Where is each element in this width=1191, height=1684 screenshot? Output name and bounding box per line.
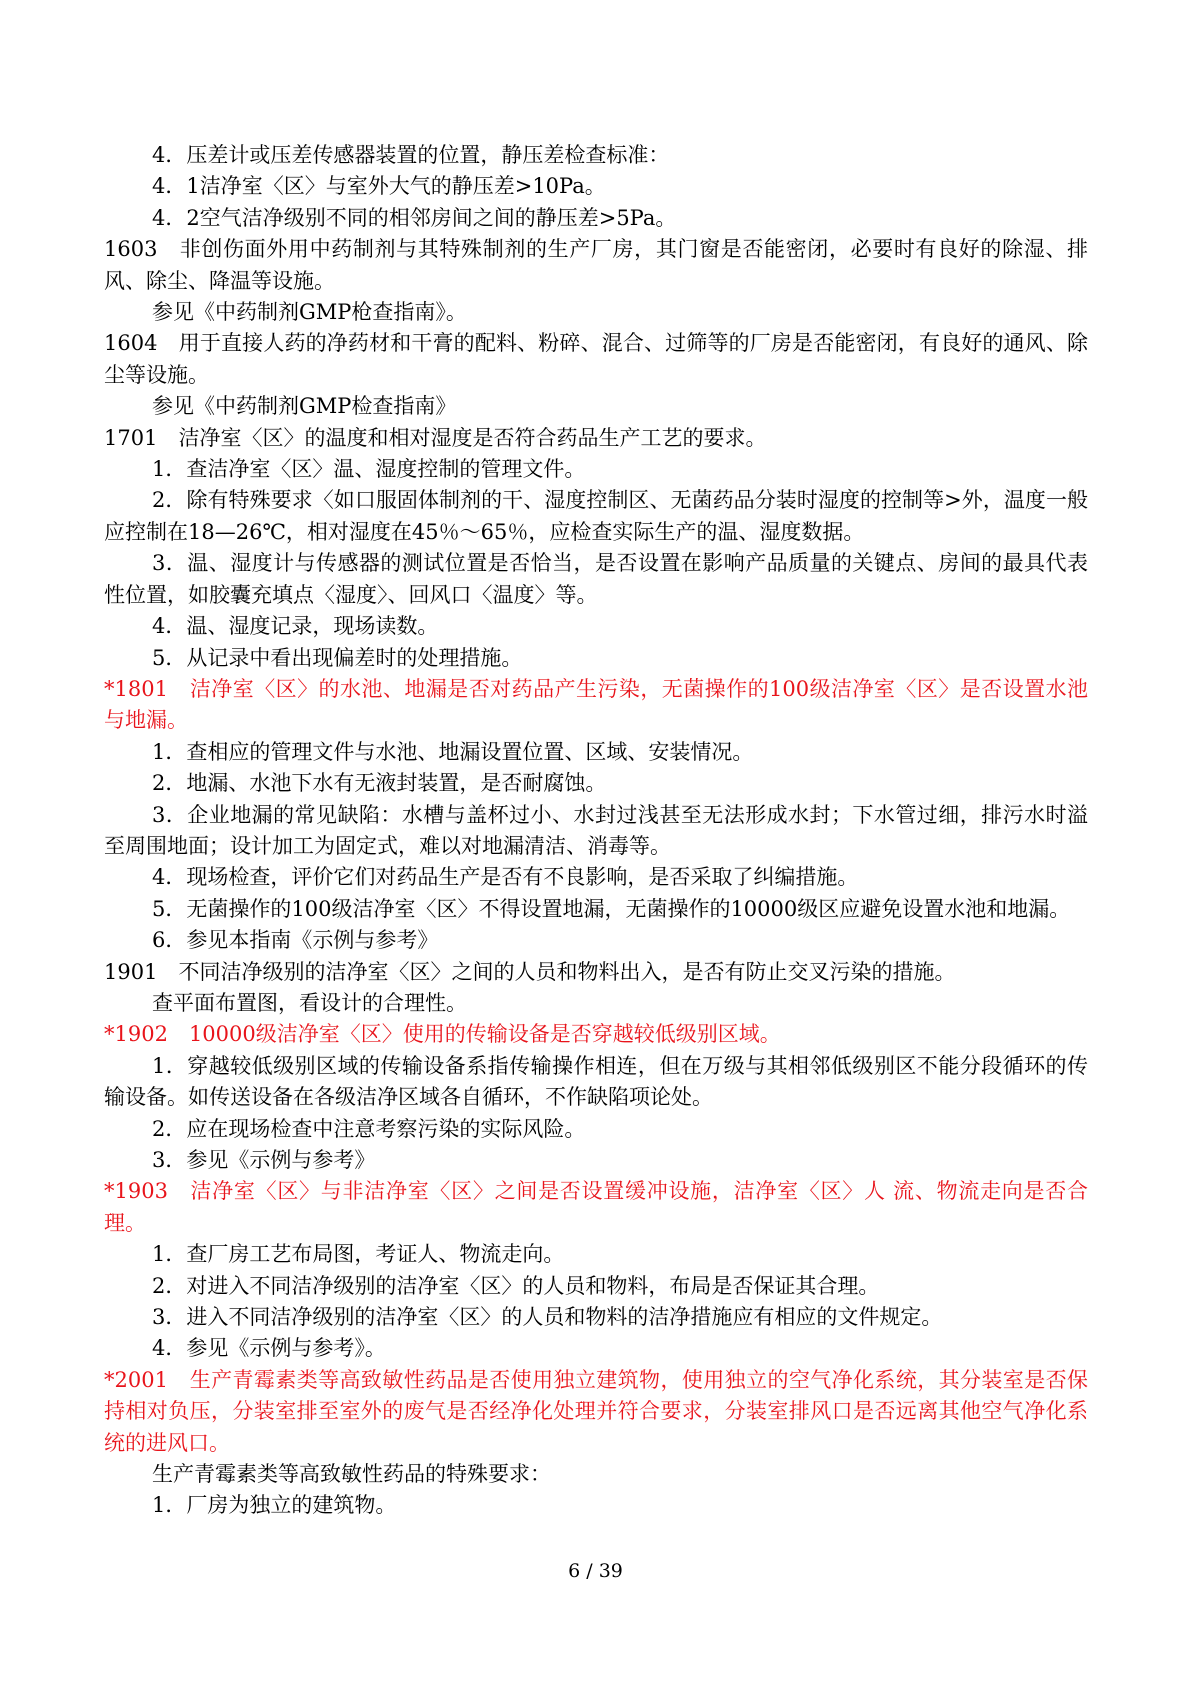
paragraph: 参见《中药制剂GMP检查指南》	[152, 394, 457, 419]
paragraph: 4．现场检查，评价它们对药品生产是否有不良影响，是否采取了纠编措施。	[152, 865, 859, 890]
paragraph: 4．参见《示例与参考》。	[152, 1336, 386, 1361]
paragraph: 参见《中药制剂GMP枪查指南》。	[152, 300, 467, 325]
paragraph: 2．地漏、水池下水有无液封装置，是否耐腐蚀。	[152, 771, 607, 796]
highlighted-paragraph: *1902 10000级洁净室〈区〉使用的传输设备是否穿越较低级别区域。	[104, 1022, 781, 1047]
paragraph: 1901 不同洁净级别的洁净室〈区〉之间的人员和物料出入，是否有防止交叉污染的措施。	[104, 959, 956, 984]
paragraph: 1．查相应的管理文件与水池、地漏设置位置、区域、安装情况。	[152, 739, 754, 764]
highlighted-paragraph: *1801 洁净室〈区〉的水池、地漏是否对药品产生污染，无菌操作的100级洁净室〈区〉是否设置水池与地漏。	[104, 676, 1088, 733]
paragraph: 5．无菌操作的100级洁净室〈区〉不得设置地漏，无菌操作的10000级区应避免设置水池和地漏。	[152, 896, 1071, 921]
document-body	[104, 140, 1088, 1522]
paragraph: 查平面布置图，看设计的合理性。	[152, 990, 467, 1015]
paragraph: 2．对进入不同洁净级别的洁净室〈区〉的人员和物料，布局是否保证其合理。	[152, 1273, 880, 1298]
paragraph: 生产青霉素类等高致敏性药品的特殊要求：	[152, 1462, 551, 1487]
highlighted-paragraph: *2001 生产青霉素类等高致敏性药品是否使用独立建筑物，使用独立的空气净化系统，其分装室是否保持相对负压，分装室排至室外的废气是否经净化处理并符合要求，分装室排风口是否远离其他空气净化系统的进风口。	[104, 1367, 1088, 1455]
paragraph: 1．查厂房工艺布局图，考证人、物流走向。	[152, 1242, 565, 1267]
paragraph: 3．参见《示例与参考》	[152, 1148, 376, 1172]
highlighted-paragraph: *1903 洁净室〈区〉与非洁净室〈区〉之间是否设置缓冲设施，洁净室〈区〉人 流、物流走向是否合理。	[104, 1179, 1088, 1235]
paragraph: 2．应在现场检查中注意考察污染的实际风险。	[152, 1116, 586, 1141]
paragraph: 1．穿越较低级别区域的传输设备系指传输操作相连，但在万级与其相邻低级别区不能分段循环的传输设备。如传送设备在各级洁净区域各自循环，不作缺陷项论处。	[104, 1053, 1088, 1110]
paragraph: 1．查洁净室〈区〉温、湿度控制的管理文件。	[152, 457, 586, 482]
paragraph: 4．1洁净室〈区〉与室外大气的静压差>10Pa。	[152, 174, 606, 199]
paragraph: 1701 洁净室〈区〉的温度和相对湿度是否符合药品生产工艺的要求。	[104, 425, 767, 450]
paragraph: 3．温、湿度计与传感器的测试位置是否恰当，是否设置在影响产品质量的关键点、房间的最具代表性位置，如胶囊充填点〈湿度〉、回风口〈温度〉等。	[104, 551, 1088, 607]
page-number: 6 / 39	[568, 1560, 623, 1582]
paragraph: 1603 非创伤面外用中药制剂与其特殊制剂的生产厂房，其门窗是否能密闭，必要时有良好的除湿、排风、除尘、降温等设施。	[104, 237, 1088, 293]
paragraph: 6．参见本指南《示例与参考》	[152, 928, 439, 953]
paragraph: 5．从记录中看出现偏差时的处理措施。	[152, 645, 523, 670]
paragraph: 2．除有特殊要求〈如口服固体制剂的干、湿度控制区、无菌药品分装时湿度的控制等>外，温度一般应控制在18—26℃，相对湿度在45％～65％，应检查实际生产的温、湿度数据。	[104, 488, 1088, 544]
paragraph: 1604 用于直接人药的净药材和干膏的配料、粉碎、混合、过筛等的厂房是否能密闭，有良好的通风、除尘等设施。	[104, 331, 1088, 387]
paragraph: 4．压差计或压差传感器装置的位置，静压差检查标准：	[152, 143, 670, 167]
paragraph: 3．进入不同洁净级别的洁净室〈区〉的人员和物料的洁净措施应有相应的文件规定。	[152, 1305, 943, 1330]
paragraph: 4．温、湿度记录，现场读数。	[152, 614, 439, 639]
paragraph: 3．企业地漏的常见缺陷：水槽与盖杯过小、水封过浅甚至无法形成水封；下水管过细，排污水时溢至周围地面；设计加工为固定式，难以对地漏清洁、消毒等。	[104, 802, 1088, 858]
paragraph: 1．厂房为独立的建筑物。	[152, 1493, 397, 1518]
paragraph: 4．2空气洁净级别不同的相邻房间之间的静压差>5Pa。	[152, 205, 677, 230]
